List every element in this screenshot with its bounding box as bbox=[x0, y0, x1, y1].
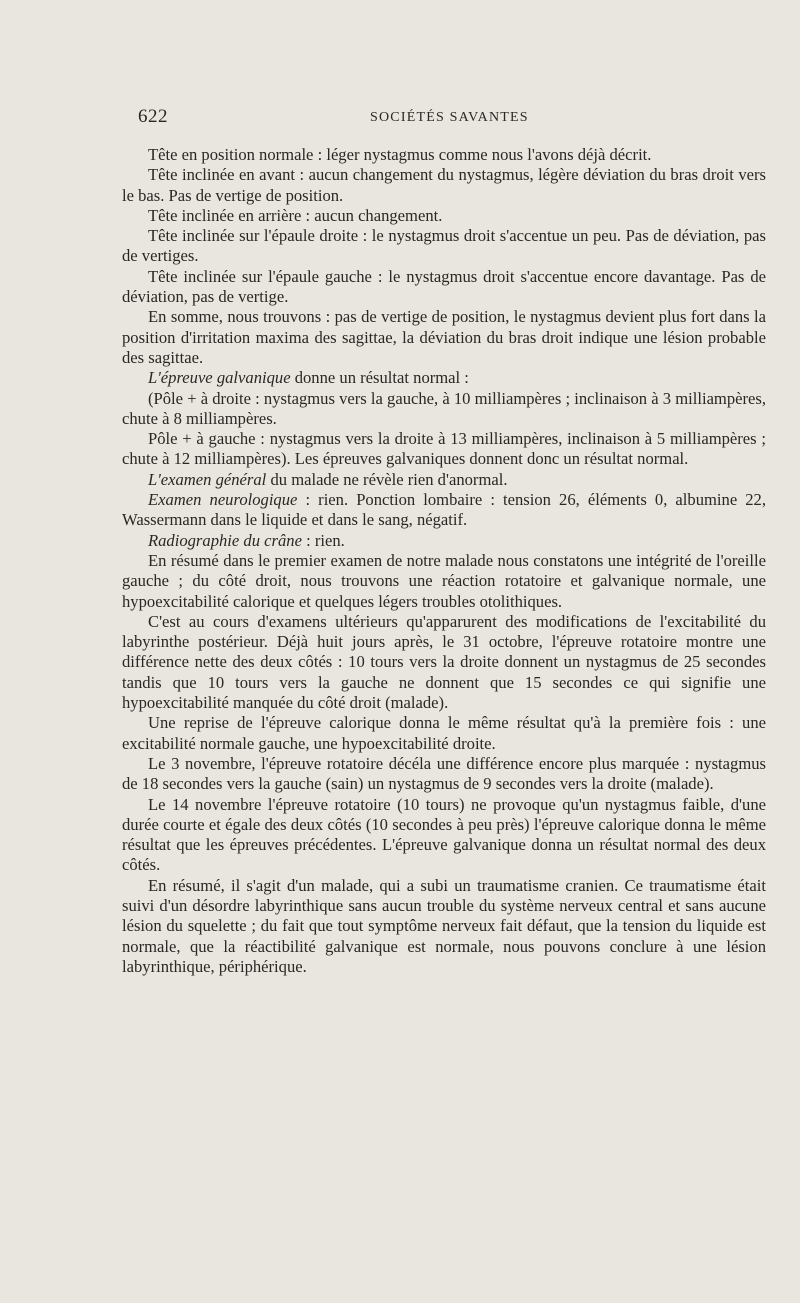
running-head: SOCIÉTÉS SAVANTES bbox=[370, 110, 529, 125]
paragraph bbox=[122, 226, 766, 267]
paragraph bbox=[122, 267, 766, 308]
paragraph-text: : rien. bbox=[301, 530, 345, 550]
paragraph-lead: L'épreuve galvanique bbox=[148, 368, 291, 388]
paragraph bbox=[122, 165, 766, 206]
paragraph-lead: L'examen général bbox=[148, 469, 267, 489]
paragraph-text: Tête inclinée sur l'épaule gauche : le nystagmus droit s'accentue encore davantage. Pas de déviation, pas de vertige. bbox=[122, 266, 766, 307]
paragraph-text: Une reprise de l'épreuve calorique donna le même résultat qu'à la première fois : une excitabilité normale gauche, une hypoexcitabilité droite. bbox=[122, 713, 766, 753]
paragraph-text: Pôle + à gauche : nystagmus vers la droite à 13 milliampères, inclinaison à 5 milliampères ; chute à 12 milliampères). Les épreuves galvaniques donnent donc un résultat normal. bbox=[122, 429, 766, 469]
paragraph bbox=[122, 145, 766, 165]
paragraph-text: En somme, nous trouvons : pas de vertige de position, le nystagmus devient plus fort dans la position d'irritation maxima des sagittae, la déviation du bras droit indique une lésion probable des sagittae. bbox=[122, 307, 766, 367]
paragraph bbox=[122, 876, 766, 977]
page-header bbox=[138, 106, 766, 132]
paragraph-text: En résumé, il s'agit d'un malade, qui a subi un traumatisme cranien. Ce traumatisme était suivi d'un désordre labyrinthique sans aucun trouble du système nerveux central et sans aucune lésion du squelette ; du fait que tout symptôme nerveux fait défaut, que la tension du liquide est normale, que la réactibilité galvanique est normale, nous pouvons conclure à une lésion labyrinthique, périphérique. bbox=[122, 875, 766, 976]
paragraph-text: donne un résultat normal : bbox=[290, 368, 469, 388]
paragraph bbox=[122, 612, 766, 713]
paragraph-text: Le 3 novembre, l'épreuve rotatoire décéla une différence encore plus marquée : nystagmus de 18 secondes vers la gauche (sain) un nystagmus de 9 secondes vers la droite (malade). bbox=[122, 753, 766, 794]
paragraph bbox=[122, 531, 766, 551]
paragraph bbox=[122, 713, 766, 754]
paragraph-text: Tête inclinée en avant : aucun changement du nystagmus, légère déviation du bras droit vers le bas. Pas de vertige de position. bbox=[122, 165, 766, 205]
paragraph-text: En résumé dans le premier examen de notre malade nous constatons une intégrité de l'oreille gauche ; du côté droit, nous trouvons une réaction rotatoire et galvanique normale, une hypoexcitabilité calorique et quelques légers troubles otolithiques. bbox=[122, 550, 766, 611]
paragraph-text: du malade ne révèle rien d'anormal. bbox=[266, 469, 508, 489]
paragraph bbox=[122, 429, 766, 470]
paragraph bbox=[122, 754, 766, 795]
paragraph bbox=[122, 470, 766, 490]
paragraph bbox=[122, 795, 766, 876]
article-body bbox=[122, 145, 766, 977]
paragraph-text: Tête en position normale : léger nystagmus comme nous l'avons déjà décrit. bbox=[148, 145, 652, 164]
paragraph bbox=[122, 368, 766, 388]
paragraph-text: Tête inclinée en arrière : aucun changement. bbox=[148, 205, 443, 225]
paragraph bbox=[122, 551, 766, 612]
paragraph-lead: Radiographie du crâne bbox=[148, 530, 302, 550]
paragraph-text: C'est au cours d'examens ultérieurs qu'apparurent des modifications de l'excitabilité du labyrinthe postérieur. Déjà huit jours après, le 31 octobre, l'épreuve rotatoire montre une différence nette des deux côtés : 10 tours vers la droite donnent un nystagmus de 25 secondes tandis que 10 tours vers la gauche ne donnent que 15 secondes ce qui signifie une hypoexcitabilité manquée du côté droit (malade). bbox=[122, 611, 766, 713]
paragraph bbox=[122, 490, 766, 531]
paragraph-text: : rien. Ponction lombaire : tension 26, éléments 0, albumine 22, Wassermann dans le liquide et dans le sang, négatif. bbox=[122, 490, 767, 530]
page-number: 622 bbox=[138, 106, 168, 127]
paragraph-lead: Examen neurologique bbox=[148, 490, 298, 510]
paragraph bbox=[122, 389, 766, 430]
paragraph bbox=[122, 307, 766, 368]
paragraph-text: Le 14 novembre l'épreuve rotatoire (10 tours) ne provoque qu'un nystagmus faible, d'une durée courte et égale des deux côtés (10 secondes à peu près) l'épreuve calorique donna le même résultat que les épreuves précédentes. L'épreuve galvanique donna un résultat normal des deux côtés. bbox=[122, 794, 766, 875]
paragraph-text: (Pôle + à droite : nystagmus vers la gauche, à 10 milliampères ; inclinaison à 3 milliampères, chute à 8 milliampères. bbox=[122, 388, 766, 428]
paragraph bbox=[122, 206, 766, 226]
paragraph-text: Tête inclinée sur l'épaule droite : le nystagmus droit s'accentue un peu. Pas de déviation, pas de vertiges. bbox=[122, 226, 766, 266]
